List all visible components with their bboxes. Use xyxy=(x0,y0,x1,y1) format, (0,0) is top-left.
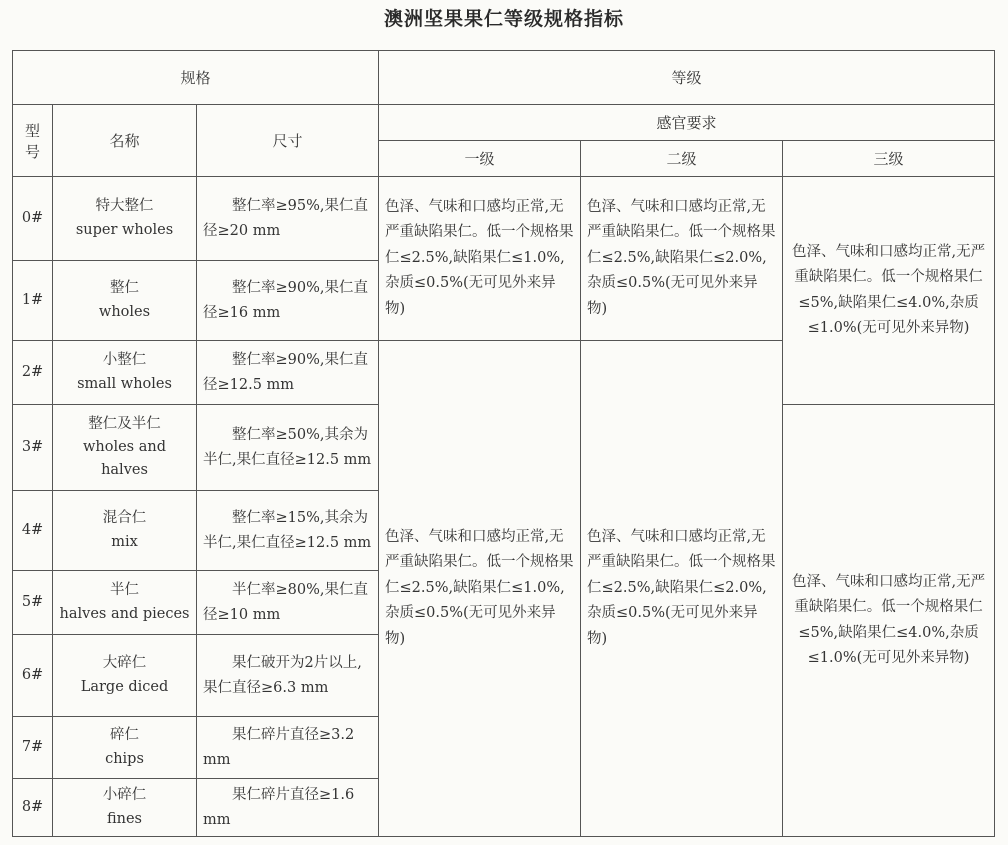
header-grade-3: 三级 xyxy=(783,141,995,177)
grade3-group-a: 色泽、气味和口感均正常,无严重缺陷果仁。低一个规格果仁≤5%,缺陷果仁≤4.0%,杂质≤1.0%(无可见外来异物) xyxy=(783,177,995,405)
type-cell: 3# xyxy=(13,405,53,491)
size-cell: 整仁率≥90%,果仁直径≥16 mm xyxy=(197,261,379,341)
size-cell: 整仁率≥90%,果仁直径≥12.5 mm xyxy=(197,341,379,405)
table-row xyxy=(13,177,995,261)
header-name: 名称 xyxy=(53,105,197,177)
size-cell: 果仁碎片直径≥3.2 mm xyxy=(197,717,379,779)
type-cell: 2# xyxy=(13,341,53,405)
name-cell: 混合仁 mix xyxy=(53,491,197,571)
header-grade-2: 二级 xyxy=(581,141,783,177)
size-cell: 果仁碎片直径≥1.6 mm xyxy=(197,779,379,837)
grade3-group-b: 色泽、气味和口感均正常,无严重缺陷果仁。低一个规格果仁≤5%,缺陷果仁≤4.0%,杂质≤1.0%(无可见外来异物) xyxy=(783,405,995,837)
name-cell: 特大整仁 super wholes xyxy=(53,177,197,261)
grade1-group-b: 色泽、气味和口感均正常,无严重缺陷果仁。低一个规格果仁≤2.5%,缺陷果仁≤1.0%,杂质≤0.5%(无可见外来异物) xyxy=(379,341,581,837)
header-grade: 等级 xyxy=(379,51,995,105)
name-cell: 大碎仁 Large diced xyxy=(53,635,197,717)
size-cell: 整仁率≥15%,其余为半仁,果仁直径≥12.5 mm xyxy=(197,491,379,571)
header-type: 型号 xyxy=(13,105,53,177)
type-cell: 8# xyxy=(13,779,53,837)
name-cell: 碎仁 chips xyxy=(53,717,197,779)
type-cell: 0# xyxy=(13,177,53,261)
size-cell: 果仁破开为2片以上,果仁直径≥6.3 mm xyxy=(197,635,379,717)
header-grade-1: 一级 xyxy=(379,141,581,177)
grade-spec-table xyxy=(12,50,995,837)
size-cell: 整仁率≥50%,其余为半仁,果仁直径≥12.5 mm xyxy=(197,405,379,491)
name-cell: 整仁 wholes xyxy=(53,261,197,341)
type-cell: 4# xyxy=(13,491,53,571)
name-cell: 小碎仁 fines xyxy=(53,779,197,837)
grade2-group-a: 色泽、气味和口感均正常,无严重缺陷果仁。低一个规格果仁≤2.5%,缺陷果仁≤2.0%,杂质≤0.5%(无可见外来异物) xyxy=(581,177,783,341)
grade1-group-a: 色泽、气味和口感均正常,无严重缺陷果仁。低一个规格果仁≤2.5%,缺陷果仁≤1.0%,杂质≤0.5%(无可见外来异物) xyxy=(379,177,581,341)
document-title: 澳洲坚果果仁等级规格指标 xyxy=(383,8,624,30)
grade2-group-b: 色泽、气味和口感均正常,无严重缺陷果仁。低一个规格果仁≤2.5%,缺陷果仁≤2.0%,杂质≤0.5%(无可见外来异物) xyxy=(581,341,783,837)
header-spec: 规格 xyxy=(13,51,379,105)
size-cell: 半仁率≥80%,果仁直径≥10 mm xyxy=(197,571,379,635)
type-cell: 6# xyxy=(13,635,53,717)
header-size: 尺寸 xyxy=(197,105,379,177)
header-sensory: 感官要求 xyxy=(379,105,995,141)
name-cell: 半仁 halves and pieces xyxy=(53,571,197,635)
size-cell: 整仁率≥95%,果仁直径≥20 mm xyxy=(197,177,379,261)
name-cell: 整仁及半仁 wholes and halves xyxy=(53,405,197,491)
name-cell: 小整仁 small wholes xyxy=(53,341,197,405)
type-cell: 1# xyxy=(13,261,53,341)
type-cell: 7# xyxy=(13,717,53,779)
type-cell: 5# xyxy=(13,571,53,635)
